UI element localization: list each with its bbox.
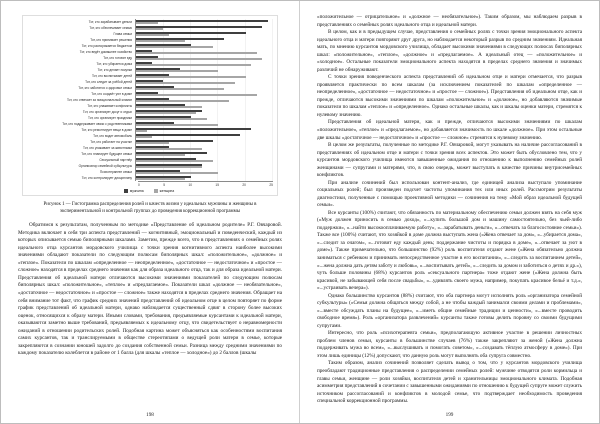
chart-legend [25, 189, 273, 193]
chart-category-label: Глава семьи [113, 32, 132, 36]
bar-женщина [136, 46, 213, 48]
bar-женщина [136, 136, 152, 138]
bar-женщина [136, 130, 147, 132]
x-tick-label: 25 [269, 182, 273, 187]
bar-женщина [136, 160, 213, 162]
chart-plot-area [25, 19, 273, 181]
chart-category-label: Тот, кто поддерживает связи с родственниками [62, 122, 132, 126]
bar-женщина [136, 172, 218, 174]
bar-женщина [136, 94, 257, 96]
bar-женщина [136, 70, 218, 72]
chart-category-label: Тот, кто работает на участке [90, 140, 132, 144]
chart-category-label: Психотерапевт семьи [99, 170, 132, 174]
chart-category-label: Тот, кто делает покупки [97, 68, 132, 72]
bar-женщина [136, 88, 224, 90]
bar-мужчина [136, 128, 251, 130]
chart-category-label: Тот, кто контролирует дисциплину [81, 176, 132, 180]
bar-женщина [136, 166, 202, 168]
chart-category-label: Тот, кто планирует будущее семьи [81, 152, 132, 156]
chart-category-label: Тот, кто обеспечивает семью [89, 26, 132, 30]
page-left [1, 1, 300, 423]
x-tick-label: 5 [163, 182, 165, 187]
bar-женщина [136, 22, 158, 24]
chart-category-label: Тот, кто ухаживает за животными [83, 146, 132, 150]
bar-женщина [136, 106, 202, 108]
paragraph: В целом, как и в предыдущем случае, представления о семейных ролях с точки зрения эмоционального аспекта идеального отца и матери повторяют друг друга, но наблюдается некоторый разрыв по средним значениям. Идеальная мать, по мнению курсантов мордовского училища, обладает высокими значениями в следующих полюсах биполярных шкал: «положительное», «теплое», «должное» и «предлагаемое». А идеальный отец — «положительное» и «холодное». Остальные показатели эмоционального аспекта находятся в пределах среднего значения и значимых различий не обнаруживают. [317, 29, 582, 73]
bar-женщина [136, 52, 257, 54]
legend-label: женщина [159, 189, 175, 193]
chart-category-label: Тот, кто отвечает за эмоциональный климат [66, 98, 132, 102]
chart-category-label: Тот, кто создаёт уют в доме [91, 92, 132, 96]
chart-category-label: Тот, кто распоряжается бюджетом [81, 44, 132, 48]
chart-category-label: Тот, кто заботится о здоровье семьи [78, 86, 132, 90]
legend-item [154, 189, 174, 193]
right-page-text [317, 14, 582, 406]
figure-caption: Рисунок 1 — Гистограмма распределения ролей и качеств жизни у идеальных мужчины и женщины в экспериментальной и контрольной группах до проведения коррекционной программы [43, 202, 257, 214]
paragraph: Представления об идеальной матери, как и прежде, отличаются высокими значениями по шкалам «положительное», «теплое» и «предлагаемое», но добавляется значимость по шкале «должное». При этом остальные две шкалы «достаточное — недостаточное» и «простое — сложное» стремятся к нулевому значению. [317, 119, 582, 141]
legend-swatch [154, 189, 158, 193]
chart-category-label: Тот, кто зарабатывает деньги [88, 20, 132, 24]
x-tick-label: 15 [215, 182, 219, 187]
paragraph: Все курсанты (100%) считают, что обязанность по материальному обеспечению семьи должен взять на себя муж («Муж должен приносить в семью доход», «...купить большой дом и машину самостоятельно, без чьей-либо поддержки», «...найти высокооплачиваемую работу», «...зарабатывать деньги», «...отвечать за благосостояние семьи»). Также все (100%) считают, что хозяйкой в доме должна выступать жена («Жена отвечает за дом», «...убирается дома», «...следит за очагом», «...готовит еду каждый день; поддержание чистоты и порядка в доме», «...отвечает за уют в доме»). Также примечательно, что большинство (92%) роль воспитателя отдают жене («Жена обязательно должна заниматься с ребенком и принимать непосредственное участие в его воспитании», «...следить за воспитанием детей», «...жена должна дать детям заботу и любовь», «...воспитывать детей», «...следить за домом и заботиться о детях и др.»), чуть больше половины (68%) курсантов роль «сексуального партнера» тоже отдают жене («Жена должна быть красивой, не забывающей себя после свадьбы», «...удивлять своего мужа, например, покупать красивое бельё и т.д.», «...устраивать вечера»). [317, 209, 582, 292]
bar-женщина [136, 178, 185, 180]
bar-женщина [136, 82, 235, 84]
paragraph: С точки зрения поведенческого аспекта представлений об идеальном отце и матери отмечается, что разрыв проявляется практически по всем шкалам (за исключением показателей по шкалам «определенное — неопределенное», «достаточное — недостаточное» и «простое — сложное»). Представления об идеальном отце, как и прежде, отличаются высокими значениями по шкалам «положительное» и «должное», но добавляются значимые показатели по шкалам «теплое» и «определенное». Однако остальные шкалы, как и шкалы оценки матери, стремятся к нулевому значению. [317, 74, 582, 118]
chart-x-axis [138, 181, 273, 187]
chart-category-label: Тот, кто следит за учёбой детей [85, 80, 132, 84]
chart-category-label: Тот, кто организует праздники [88, 116, 132, 120]
chart-category-label: Тот, кто ремонтирует вещи в доме [81, 128, 132, 132]
chart-row [25, 175, 273, 181]
bar-женщина [136, 100, 229, 102]
paragraph: Интересно, что роль «психотерапевта семьи», предполагающую активное участие в решении личностных проблем членов семьи, курсанты в большинстве случаев (76%) также закрепляют за женой («Жена должна поддерживать мужа во всем», «...выслушивать и помогать советом», «...создавать тёплую атмосферу в доме»). При этом лишь единицы (12%) допускают, что данную роль могут выполнять оба супруга совместно. [317, 330, 582, 359]
paragraph: Обратимся к результатам, полученным по методике «Представление об идеальном родителе» Р.Г. Овчаровой. Методика включает в себя три аспекта представлений — когнитивный, эмоциональный и поведенческий, каждый из которых описывается семью биполярными шкалами. Заметим, прежде всего, что в представлениях о семейных ролях идеального отца курсантов мордовского училища с точки зрения когнитивного аспекта наиболее высокими значениями обладают показатели по следующим полюсам биполярных шкал: «положительное», «должное» и «теплое». Показатели по шкалам «определенное — неопределенное», «достаточное — недостаточное» и «простое — сложное» находятся в пределах среднего значения как для образа идеального отца, так и для образа идеальной матери. Представления об идеальной матери отличаются высокими значениями показателей по следующим полюсам биполярных шкал: «положительное», «теплое» и «предлагаемое». Показатели шкал «должное — необязательное», «достаточное — недостаточное» и «простое — сложное» также находятся в пределах среднего значения. Обращает на себя внимание тот факт, что график средних значений представлений об идеальном отце в целом повторяет по форме график представлений об идеальной матери, однако наблюдается существенный сдвиг в сторону более высоких оценок, относящихся к образу матери. Иными словами, требования, предъявляемые курсантами к идеальной матери, оказываются заметно выше требований, предъявляемых к идеальному отцу, что свидетельствует о неравномерности ожиданий в отношении родительских ролей. Подобная картина может объясняться как особенностями воспитания самих курсантов, так и транслируемыми в обществе стереотипами о ведущей роли матери в семье, которые закрепляются в сознании юношей задолго до создания собственной семьи. Разница между средними значениями по каждому показателю колеблется в районе от 1 балла (для шкалы «теплое — холодное») до 2 баллов (шкалы [18, 222, 282, 357]
bar-женщина [136, 148, 202, 150]
bar-женщина [136, 124, 218, 126]
paragraph: Однако большинство курсантов (88%) считают, что оба партнера могут исполнять роль «организатора семейной субкультуры» («Семья должна общаться между собой, а не чтобы каждый занимался своими делами и проблемами», «...вместе обсуждать планы на будущее», «...иметь общие семейные традиции и ценности», «...вместе проводить свободное время»). Роль «организатора развлечений» курсанты также готовы делить поровну со своими будущими супругами. [317, 292, 582, 329]
bar-женщина [136, 34, 169, 36]
paragraph: При анализе сочинений был использован контент-анализ, где единицей анализа выступало упоминание социальных ролей; был произведен подсчет частоты упоминания тех или иных ролей. Рассмотрим результаты диагностики, полученные с помощью проективной методики — сочинения на тему «Мой образ идеальной будущей семьи». [317, 179, 582, 209]
bar-женщина [136, 142, 169, 144]
bar-женщина [136, 118, 207, 120]
figure-1 [18, 15, 282, 215]
bar-женщина [136, 112, 196, 114]
paragraph: Таким образом, анализ сочинений позволяет сделать вывод о том, что у курсантов мордовского училища преобладают традиционные представления о распределении семейных ролей: мужчине отводятся роли кормильца и главы семьи, женщине — роли хозяйки, воспитателя детей и хранительницы эмоционального климата. Подобная асимметрия представлений в сочетании с завышенными ожиданиями по отношению к будущей супруге может служить источником рассогласований и конфликтов в молодой семье, что подтверждает необходимость проведения специальной коррекционной программы. [317, 360, 582, 405]
x-tick-label: 0 [138, 182, 140, 187]
legend-swatch [124, 189, 128, 193]
page-number-right: 199 [445, 412, 454, 418]
chart-category-label: Тот, кто убирается дома [96, 62, 132, 66]
figure-bar-chart [22, 15, 278, 196]
chart-category-label: Тот, кто готовит еду [103, 56, 132, 60]
paragraph: «положительное — отрицательное» и «должное — необязательное»). Таким образом, мы наблюдаем разрыв в представлениях о семейных ролях идеального отца и идеальной матери. [317, 14, 582, 28]
bar-женщина [136, 40, 185, 42]
chart-category-label: Организатор семейной субкультуры [78, 164, 132, 168]
legend-label: мужчина [129, 189, 144, 193]
chart-category-label: Тот, кто водит автомобиль [93, 134, 132, 138]
chart-category-label: Тот, кто воспитывает детей [91, 74, 132, 78]
chart-category-label: Тот, кто принимает решения [90, 38, 132, 42]
bar-женщина [136, 58, 262, 60]
page-number-left: 198 [146, 412, 154, 418]
x-tick-label: 10 [188, 182, 192, 187]
chart-category-label: Тот, кто улаживает конфликты [87, 104, 132, 108]
paragraph: В целом же результаты, полученные по методике Р.Г. Овчаровой, могут указывать на наличие рассогласований в представлениях об идеальном отце и матери с точки зрения всех аспектов. Это может быть обусловлено тем, что у курсантов мордовского училища имеются завышенные ожидания по отношению к выполнению семейных ролей женщинами — супругами и матерями, что, в свою очередь, может выступать в качестве причины внутрисемейных конфликтов. [317, 142, 582, 179]
chart-category-label: Тот, кто ведёт домашнее хозяйство [79, 50, 132, 54]
bar-женщина [136, 28, 163, 30]
chart-category-label: Сексуальный партнёр [99, 158, 132, 162]
chart-category-label: Тот, кто организует досуг и отдых [82, 110, 132, 114]
x-tick-label: 20 [242, 182, 246, 187]
left-page-text [18, 222, 282, 358]
chart-bars-group [135, 175, 273, 181]
legend-item [124, 189, 144, 193]
bar-женщина [136, 64, 251, 66]
page-right [300, 1, 599, 423]
bar-женщина [136, 154, 185, 156]
bar-женщина [136, 76, 246, 78]
